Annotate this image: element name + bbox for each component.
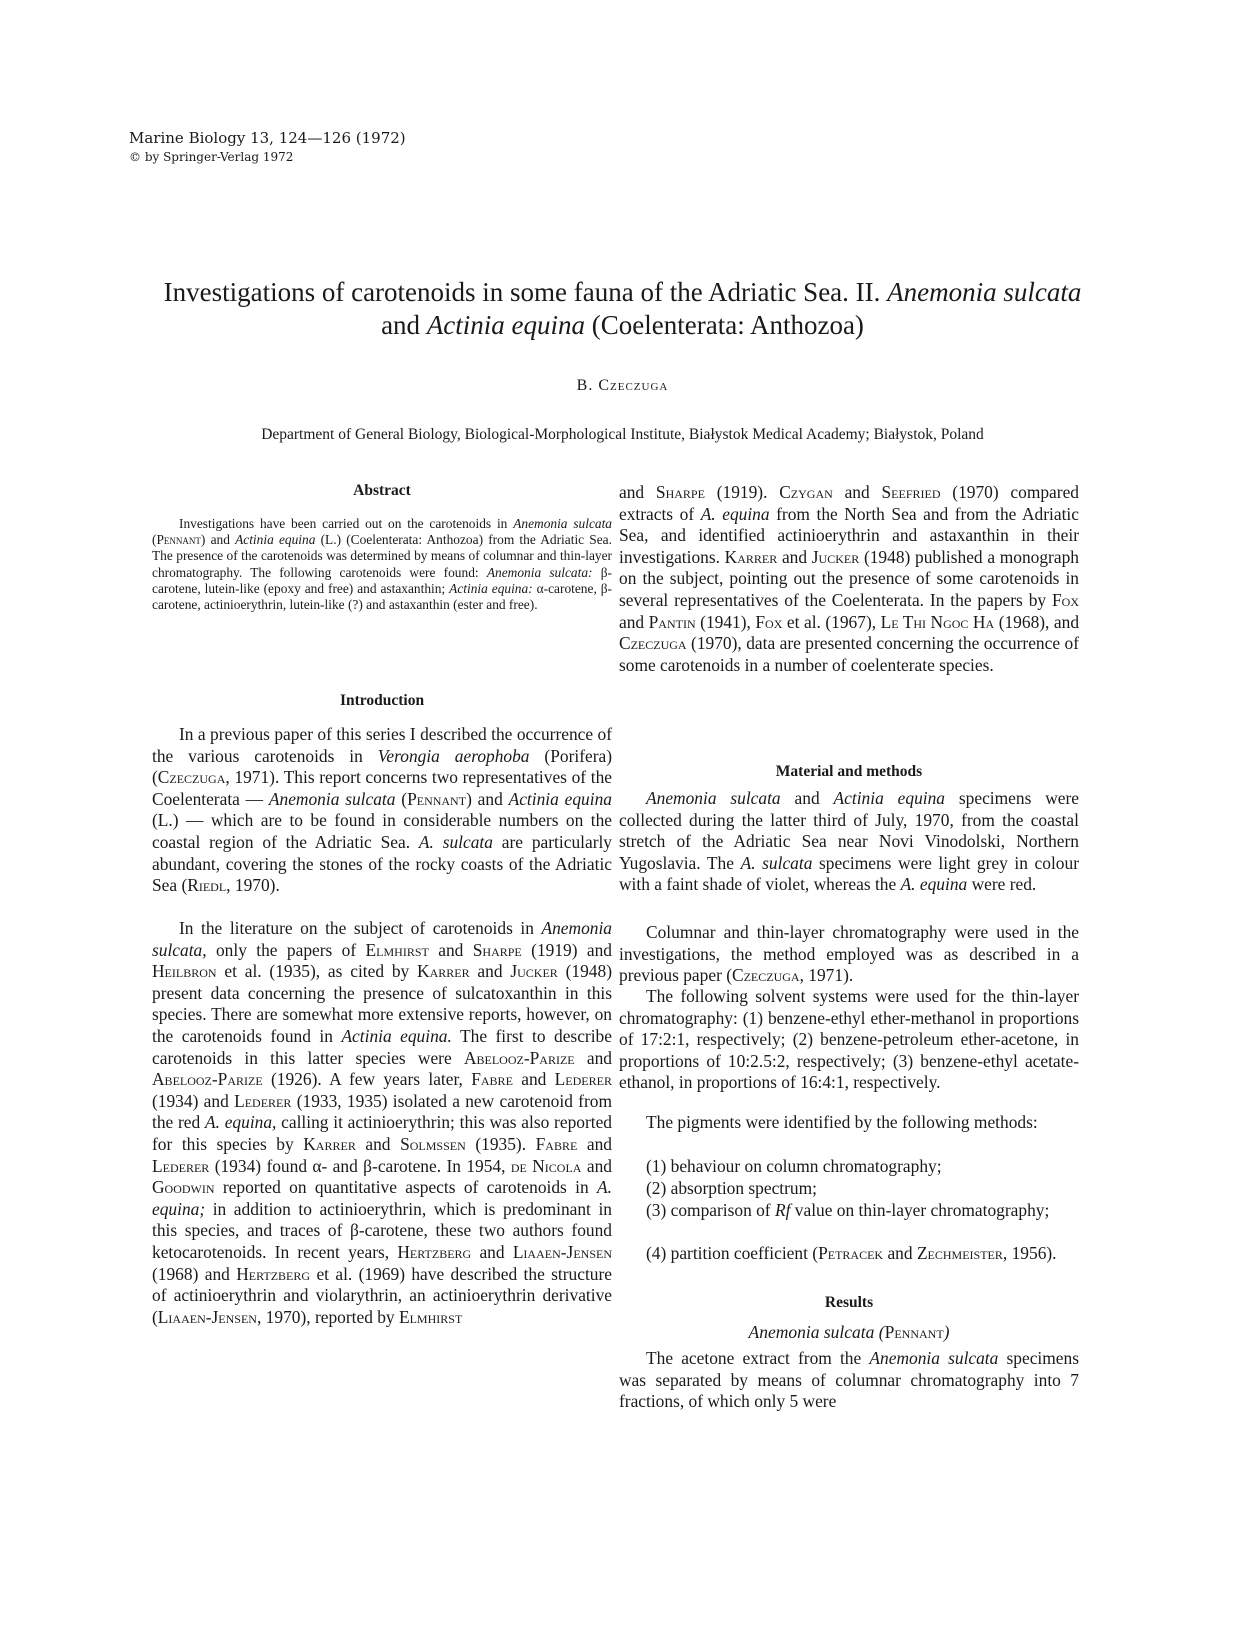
methods-paragraph-4: The pigments were identified by the following methods:	[646, 1112, 1038, 1132]
intro-paragraph-2: In the literature on the subject of carotenoids in Anemonia sulcata, only the papers of Elmhirst and Sharpe (1919) and Heilbron et al. (1935), as cited by Karrer and Jucker (1948) present data concerning the presence of sulcatoxanthin in this species. There are somewhat more extensive reports, however, on the carotenoids found in Actinia equina. The first to describe carotenoids in this latter species were Abelooz-Parize and Abelooz-Parize (1926). A few years later, Fabre and Lederer (1934) and Lederer (1933, 1935) isolated a new carotenoid from the red A. equina, calling it actinioerythrin; this was also reported for this species by Karrer and Solmssen (1935). Fabre and Lederer (1934) found α- and β-carotene. In 1954, de Nicola and Goodwin reported on quantitative aspects of carotenoids in A. equina; in addition to actinioerythrin, which is predominant in this species, and traces of β-carotene, these two authors found ketocarotenoids. In recent years, Hertzberg and Liaaen-Jensen (1968) and Hertzberg et al. (1969) have described the structure of actinioerythrin and violarythrin, an actinioerythrin derivative (Liaaen-Jensen, 1970), reported by Elmhirst	[152, 918, 613, 1327]
methods-paragraph-3: The following solvent systems were used for the thin-layer chromatography: (1) benzene-ethyl ether-methanol in proportions of 17:2:1, respectively; (2) benzene-petroleum ether-acetone, in proportions of 10:2.5:2, respectively; (3) benzene-ethyl acetate-ethanol, in proportions of 16:4:1, respectively.	[619, 986, 1079, 1093]
method-list-item-4: (4) partition coefficient (Petracek and Zechmeister, 1956).	[646, 1243, 1057, 1263]
abstract-text: Investigations have been carried out on the carotenoids in Anemonia sulcata (Pennant) and Actinia equina (L.) (Coelenterata: Anthozoa) from the Adriatic Sea. The presence of the carotenoids was determined by means of columnar and thin-layer chromatography. The following carotenoids were found: Anemonia sulcata: β-carotene, lutein-like (epoxy and free) and astaxanthin; Actinia equina: α-carotene, β-carotene, actinioerythrin, lutein-like (?) and astaxanthin (ester and free).	[152, 516, 613, 613]
abstract-heading: Abstract	[353, 482, 411, 499]
methods-paragraph-1: Anemonia sulcata and Actinia equina specimens were collected during the latter third of July, 1970, from the coastal stretch of the Adriatic Sea near Novi Vinodolski, Northern Yugoslavia. The A. sulcata specimens were light grey in colour with a faint shade of violet, whereas the A. equina were red.	[619, 788, 1079, 895]
methods-paragraph-2: Columnar and thin-layer chromatography were used in the investigations, the method employed was as described in a previous paper (Czeczuga, 1971).	[619, 922, 1079, 986]
intro-paragraph-2-continued: and Sharpe (1919). Czygan and Seefried (1970) compared extracts of A. equina from the North Sea and from the Adriatic Sea, and identified actinioerythrin and astaxanthin in their investigations. Karrer and Jucker (1948) published a monograph on the subject, pointing out the presence of some carotenoids in several representatives of the Coelenterata. In the papers by Fox and Pantin (1941), Fox et al. (1967), Le Thi Ngoc Ha (1968), and Czeczuga (1970), data are presented concerning the occurrence of some carotenoids in a number of coelenterate species.	[619, 482, 1080, 675]
author-name: B. Czeczuga	[576, 377, 669, 394]
method-list-item-3: (3) comparison of Rf value on thin-layer chromatography;	[646, 1200, 1050, 1220]
journal-reference: Marine Biology 13, 124—126 (1972)	[129, 129, 406, 147]
paper-title: Investigations of carotenoids in some fauna of the Adriatic Sea. II. Anemonia sulcata and Actinia equina (Coelenterata: Anthozoa)	[163, 277, 1082, 340]
results-subheading: Anemonia sulcata (Pennant)	[748, 1322, 950, 1342]
results-paragraph-1: The acetone extract from the Anemonia sulcata specimens was separated by means of columnar chromatography into 7 fractions, of which only 5 were	[619, 1348, 1079, 1412]
results-heading: Results	[824, 1294, 874, 1311]
author-affiliation: Department of General Biology, Biological-Morphological Institute, Białystok Medical Academy; Białystok, Poland	[261, 426, 984, 443]
intro-paragraph-1: In a previous paper of this series I described the occurrence of the various carotenoids in Verongia aerophoba (Porifera) (Czeczuga, 1971). This report concerns two representatives of the Coelenterata — Anemonia sulcata (Pennant) and Actinia equina (L.) — which are to be found in considerable numbers on the coastal region of the Adriatic Sea. A. sulcata are particularly abundant, covering the stones of the rocky coasts of the Adriatic Sea (Riedl, 1970).	[152, 724, 613, 896]
methods-heading: Material and methods	[775, 763, 923, 780]
copyright-notice: © by Springer-Verlag 1972	[129, 150, 294, 164]
method-list-item-1: (1) behaviour on column chromatography;	[646, 1156, 942, 1176]
method-list-item-2: (2) absorption spectrum;	[646, 1178, 817, 1198]
introduction-heading: Introduction	[339, 692, 425, 709]
journal-citation	[129, 127, 406, 165]
